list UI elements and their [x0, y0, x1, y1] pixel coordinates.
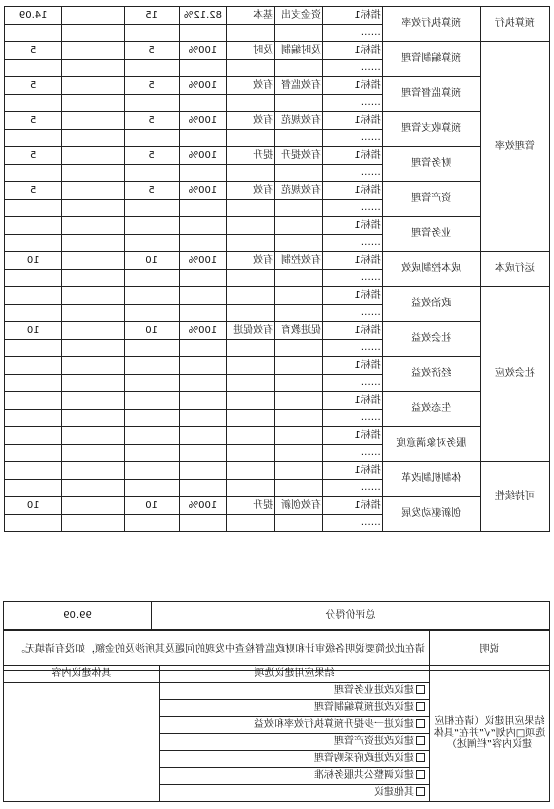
indicator-blank [62, 339, 124, 357]
description-text: 请在此处简要说明各级审计和财政监督检查中发现的问题及其所涉及的金额，如没有请填无。 [4, 630, 430, 671]
second-indicator: 财务管理 [382, 147, 480, 182]
indicator-blank [62, 269, 124, 287]
indicator-score: 14.09 [5, 7, 62, 25]
indicator-rate [179, 392, 227, 410]
indicator-rate [179, 269, 227, 287]
indicator-desc [275, 94, 323, 112]
indicator-rate [179, 164, 227, 182]
indicator-weight: 5 [124, 77, 179, 95]
indicator-rate [179, 409, 227, 427]
indicator-std [227, 199, 275, 217]
indicator-score [5, 94, 62, 112]
indicator-score [5, 234, 62, 252]
table-row [5, 427, 550, 445]
indicator-desc [275, 339, 323, 357]
indicator-score: 5 [5, 77, 62, 95]
indicator-desc [275, 444, 323, 462]
third-indicator: 指标1 [322, 427, 382, 445]
indicator-weight: 15 [124, 7, 179, 25]
indicator-blank [62, 409, 124, 427]
third-indicator: 指标1 [322, 322, 382, 340]
indicator-rate [179, 357, 227, 375]
indicator-std [227, 234, 275, 252]
table-row [5, 7, 550, 25]
indicator-rate [179, 514, 227, 532]
indicator-weight [124, 427, 179, 445]
indicator-score [5, 164, 62, 182]
indicator-weight [124, 479, 179, 497]
indicator-std [227, 269, 275, 287]
content-header: 具体建议内容 [4, 666, 160, 683]
third-indicator: 指标1 [322, 217, 382, 235]
summary-label: 总评价得分 [152, 602, 550, 631]
indicator-weight [124, 339, 179, 357]
indicator-blank [62, 357, 124, 375]
indicator-std [227, 339, 275, 357]
third-indicator: 指标1 [322, 182, 382, 200]
suggestion-option[interactable] [160, 717, 430, 734]
indicator-blank [62, 77, 124, 95]
indicator-weight: 10 [124, 252, 179, 270]
indicator-rate [179, 234, 227, 252]
indicator-blank [62, 234, 124, 252]
indicator-weight [124, 269, 179, 287]
third-indicator: …… [322, 129, 382, 147]
third-indicator: …… [322, 514, 382, 532]
indicator-blank [62, 182, 124, 200]
third-indicator: 指标1 [322, 497, 382, 515]
indicator-score: 5 [5, 147, 62, 165]
indicator-score [5, 269, 62, 287]
indicator-rate: 100% [179, 42, 227, 60]
indicator-blank [62, 322, 124, 340]
indicator-desc: 有效提升 [275, 147, 323, 165]
indicator-score [5, 217, 62, 235]
indicator-blank [62, 479, 124, 497]
indicator-std [227, 24, 275, 42]
third-indicator: …… [322, 59, 382, 77]
indicator-rate [179, 287, 227, 305]
third-indicator: …… [322, 479, 382, 497]
indicator-weight: 5 [124, 182, 179, 200]
second-indicator: 资产管理 [382, 182, 480, 217]
indicator-table [4, 6, 550, 532]
third-indicator: …… [322, 409, 382, 427]
checkbox[interactable] [416, 770, 425, 779]
indicator-weight [124, 357, 179, 375]
checkbox[interactable] [416, 736, 425, 745]
indicator-std: 提升 [227, 147, 275, 165]
option-label: 建议改进业务管理 [334, 685, 414, 697]
indicator-rate [179, 94, 227, 112]
indicator-blank [62, 252, 124, 270]
indicator-rate [179, 444, 227, 462]
indicator-desc [275, 129, 323, 147]
table-row [5, 42, 550, 60]
indicator-weight [124, 409, 179, 427]
indicator-rate: 100% [179, 252, 227, 270]
indicator-desc: 及时编制 [275, 42, 323, 60]
indicator-std [227, 374, 275, 392]
third-indicator: …… [322, 199, 382, 217]
second-indicator: 成本控制成效 [382, 252, 480, 287]
indicator-blank [62, 129, 124, 147]
suggestion-option[interactable] [160, 734, 430, 751]
indicator-desc [275, 357, 323, 375]
third-indicator: 指标1 [322, 7, 382, 25]
indicator-blank [62, 427, 124, 445]
indicator-std [227, 427, 275, 445]
second-indicator: 创新驱动发展 [382, 497, 480, 532]
indicator-desc [275, 234, 323, 252]
option-label: 建议调整公共服务标准 [314, 770, 414, 782]
suggestion-header-row [4, 666, 550, 683]
third-indicator: 指标1 [322, 112, 382, 130]
group-name: 运行成本 [480, 252, 549, 287]
indicator-rate: 100% [179, 112, 227, 130]
indicator-rate [179, 339, 227, 357]
indicator-std: 及时 [227, 42, 275, 60]
third-indicator: …… [322, 94, 382, 112]
third-indicator: 指标1 [322, 462, 382, 480]
suggestion-label: 结果应用建议（请在相应选项□内划“√”并在“具体建议内容”栏阐述） [430, 666, 550, 802]
group-name: 管理效率 [480, 42, 549, 252]
indicator-rate [179, 199, 227, 217]
indicator-std: 提升 [227, 497, 275, 515]
indicator-score [5, 409, 62, 427]
indicator-std [227, 462, 275, 480]
indicator-desc [275, 427, 323, 445]
indicator-score [5, 129, 62, 147]
table-row [5, 147, 550, 165]
second-indicator: 体制机制改革 [382, 462, 480, 497]
third-indicator: 指标1 [322, 42, 382, 60]
summary-score: 99.09 [4, 602, 152, 631]
indicator-rate [179, 374, 227, 392]
third-indicator: …… [322, 304, 382, 322]
indicator-rate [179, 24, 227, 42]
indicator-rate [179, 304, 227, 322]
indicator-weight [124, 304, 179, 322]
third-indicator: 指标1 [322, 77, 382, 95]
third-indicator: …… [322, 234, 382, 252]
third-indicator: …… [322, 24, 382, 42]
indicator-blank [62, 444, 124, 462]
indicator-std: 有效促进 [227, 322, 275, 340]
table-row [5, 357, 550, 375]
indicator-std [227, 514, 275, 532]
indicator-desc [275, 304, 323, 322]
indicator-weight [124, 234, 179, 252]
indicator-score: 10 [5, 252, 62, 270]
indicator-blank [62, 59, 124, 77]
second-indicator: 业务管理 [382, 217, 480, 252]
third-indicator: 指标1 [322, 357, 382, 375]
indicator-score: 10 [5, 322, 62, 340]
indicator-blank [62, 164, 124, 182]
indicator-desc: 有效创新 [275, 497, 323, 515]
indicator-score [5, 357, 62, 375]
indicator-rate [179, 462, 227, 480]
indicator-desc [275, 287, 323, 305]
third-indicator: …… [322, 444, 382, 462]
indicator-std: 有效 [227, 252, 275, 270]
indicator-weight [124, 514, 179, 532]
indicator-std [227, 287, 275, 305]
indicator-score [5, 462, 62, 480]
group-name: 社会效应 [480, 287, 549, 462]
indicator-desc: 有效规范 [275, 112, 323, 130]
second-indicator: 社会效益 [382, 322, 480, 357]
indicator-std [227, 357, 275, 375]
indicator-weight [124, 199, 179, 217]
indicator-desc: 有效监督 [275, 77, 323, 95]
table-row [5, 497, 550, 515]
indicator-std: 有效 [227, 77, 275, 95]
indicator-weight [124, 444, 179, 462]
option-label: 建议改进政府采购管理 [314, 753, 414, 765]
indicator-blank [62, 462, 124, 480]
option-label: 建议进一步提升预算执行效率和效益 [254, 719, 414, 731]
indicator-weight [124, 287, 179, 305]
indicator-weight: 5 [124, 112, 179, 130]
indicator-weight [124, 164, 179, 182]
indicator-score [5, 304, 62, 322]
indicator-rate [179, 59, 227, 77]
indicator-std [227, 129, 275, 147]
third-indicator: 指标1 [322, 252, 382, 270]
second-indicator: 预算执行效率 [382, 7, 480, 42]
checkbox[interactable] [416, 702, 425, 711]
indicator-desc [275, 24, 323, 42]
second-indicator: 经济效益 [382, 357, 480, 392]
option-label: 其他建议 [374, 787, 414, 799]
indicator-weight: 5 [124, 42, 179, 60]
indicator-blank [62, 497, 124, 515]
indicator-blank [62, 112, 124, 130]
indicator-std [227, 164, 275, 182]
indicator-rate: 100% [179, 322, 227, 340]
indicator-std [227, 94, 275, 112]
indicator-std [227, 392, 275, 410]
indicator-rate: 82.12% [179, 7, 227, 25]
indicator-weight [124, 462, 179, 480]
group-name: 可持续性 [480, 462, 549, 532]
indicator-weight [124, 129, 179, 147]
indicator-blank [62, 514, 124, 532]
indicator-score [5, 392, 62, 410]
indicator-std: 有效 [227, 182, 275, 200]
indicator-score: 10 [5, 497, 62, 515]
suggestion-table [3, 665, 550, 802]
second-indicator: 服务对象满意度 [382, 427, 480, 462]
indicator-weight [124, 217, 179, 235]
suggestion-content [4, 683, 160, 802]
suggestion-option[interactable] [160, 751, 430, 768]
indicator-desc [275, 217, 323, 235]
indicator-score: 5 [5, 112, 62, 130]
checkbox[interactable] [416, 719, 425, 728]
table-row [5, 252, 550, 270]
indicator-desc: 有效控制 [275, 252, 323, 270]
indicator-score [5, 199, 62, 217]
indicator-desc [275, 409, 323, 427]
checkbox[interactable] [416, 787, 425, 796]
indicator-weight [124, 24, 179, 42]
indicator-blank [62, 94, 124, 112]
indicator-score [5, 24, 62, 42]
indicator-blank [62, 374, 124, 392]
table-row [5, 322, 550, 340]
indicator-rate: 100% [179, 497, 227, 515]
second-indicator: 预算监督管理 [382, 77, 480, 112]
indicator-weight [124, 374, 179, 392]
indicator-desc [275, 164, 323, 182]
indicator-weight: 10 [124, 497, 179, 515]
third-indicator: …… [322, 374, 382, 392]
indicator-blank [62, 42, 124, 60]
table-row [5, 182, 550, 200]
third-indicator: 指标1 [322, 147, 382, 165]
indicator-rate: 100% [179, 147, 227, 165]
checkbox[interactable] [416, 753, 425, 762]
indicator-desc [275, 199, 323, 217]
table-row [5, 392, 550, 410]
indicator-desc [275, 269, 323, 287]
indicator-desc: 促进教育 [275, 322, 323, 340]
table-row [5, 77, 550, 95]
indicator-weight: 10 [124, 322, 179, 340]
indicator-rate [179, 427, 227, 445]
indicator-rate [179, 129, 227, 147]
indicator-blank [62, 147, 124, 165]
indicator-std: 基本 [227, 7, 275, 25]
indicator-score [5, 374, 62, 392]
indicator-desc: 有效规范 [275, 182, 323, 200]
indicator-blank [62, 7, 124, 25]
group-name: 预算执行 [480, 7, 549, 42]
indicator-rate: 100% [179, 182, 227, 200]
second-indicator: 生态效益 [382, 392, 480, 427]
indicator-desc [275, 479, 323, 497]
indicator-score [5, 287, 62, 305]
checkbox[interactable] [416, 685, 425, 694]
indicator-rate [179, 479, 227, 497]
indicator-blank [62, 392, 124, 410]
indicator-rate: 100% [179, 77, 227, 95]
third-indicator: …… [322, 339, 382, 357]
indicator-weight: 5 [124, 147, 179, 165]
indicator-blank [62, 217, 124, 235]
indicator-weight [124, 392, 179, 410]
description-label: 说明 [430, 630, 550, 671]
third-indicator: 指标1 [322, 392, 382, 410]
indicator-blank [62, 304, 124, 322]
indicator-std: 有效 [227, 112, 275, 130]
indicator-desc [275, 392, 323, 410]
indicator-std [227, 479, 275, 497]
indicator-desc [275, 514, 323, 532]
indicator-desc: 资金支出 [275, 7, 323, 25]
indicator-score [5, 479, 62, 497]
options-header: 结果应用建议选项 [160, 666, 430, 683]
table-row [5, 287, 550, 305]
option-label: 建议改进预算编制管理 [314, 702, 414, 714]
indicator-score: 5 [5, 42, 62, 60]
suggestion-option[interactable] [160, 700, 430, 717]
indicator-std [227, 59, 275, 77]
third-indicator: …… [322, 164, 382, 182]
indicator-score [5, 59, 62, 77]
suggestion-option[interactable] [160, 785, 430, 802]
suggestion-option[interactable] [160, 768, 430, 785]
second-indicator: 预算收支管理 [382, 112, 480, 147]
indicator-score [5, 339, 62, 357]
indicator-score [5, 427, 62, 445]
table-row [5, 112, 550, 130]
indicator-std [227, 444, 275, 462]
second-indicator: 预算编制管理 [382, 42, 480, 77]
second-indicator: 政治效益 [382, 287, 480, 322]
indicator-std [227, 217, 275, 235]
indicator-rate [179, 217, 227, 235]
third-indicator: 指标1 [322, 287, 382, 305]
suggestion-option[interactable] [160, 683, 430, 700]
indicator-std [227, 409, 275, 427]
indicator-score [5, 444, 62, 462]
indicator-blank [62, 24, 124, 42]
summary-table [3, 601, 550, 631]
indicator-std [227, 304, 275, 322]
indicator-blank [62, 199, 124, 217]
indicator-desc [275, 462, 323, 480]
table-row [5, 217, 550, 235]
indicator-desc [275, 59, 323, 77]
indicator-weight [124, 94, 179, 112]
table-row [5, 462, 550, 480]
third-indicator: …… [322, 269, 382, 287]
indicator-weight [124, 59, 179, 77]
indicator-score: 5 [5, 182, 62, 200]
option-label: 建议改进资产管理 [334, 736, 414, 748]
indicator-desc [275, 374, 323, 392]
indicator-blank [62, 287, 124, 305]
indicator-score [5, 514, 62, 532]
